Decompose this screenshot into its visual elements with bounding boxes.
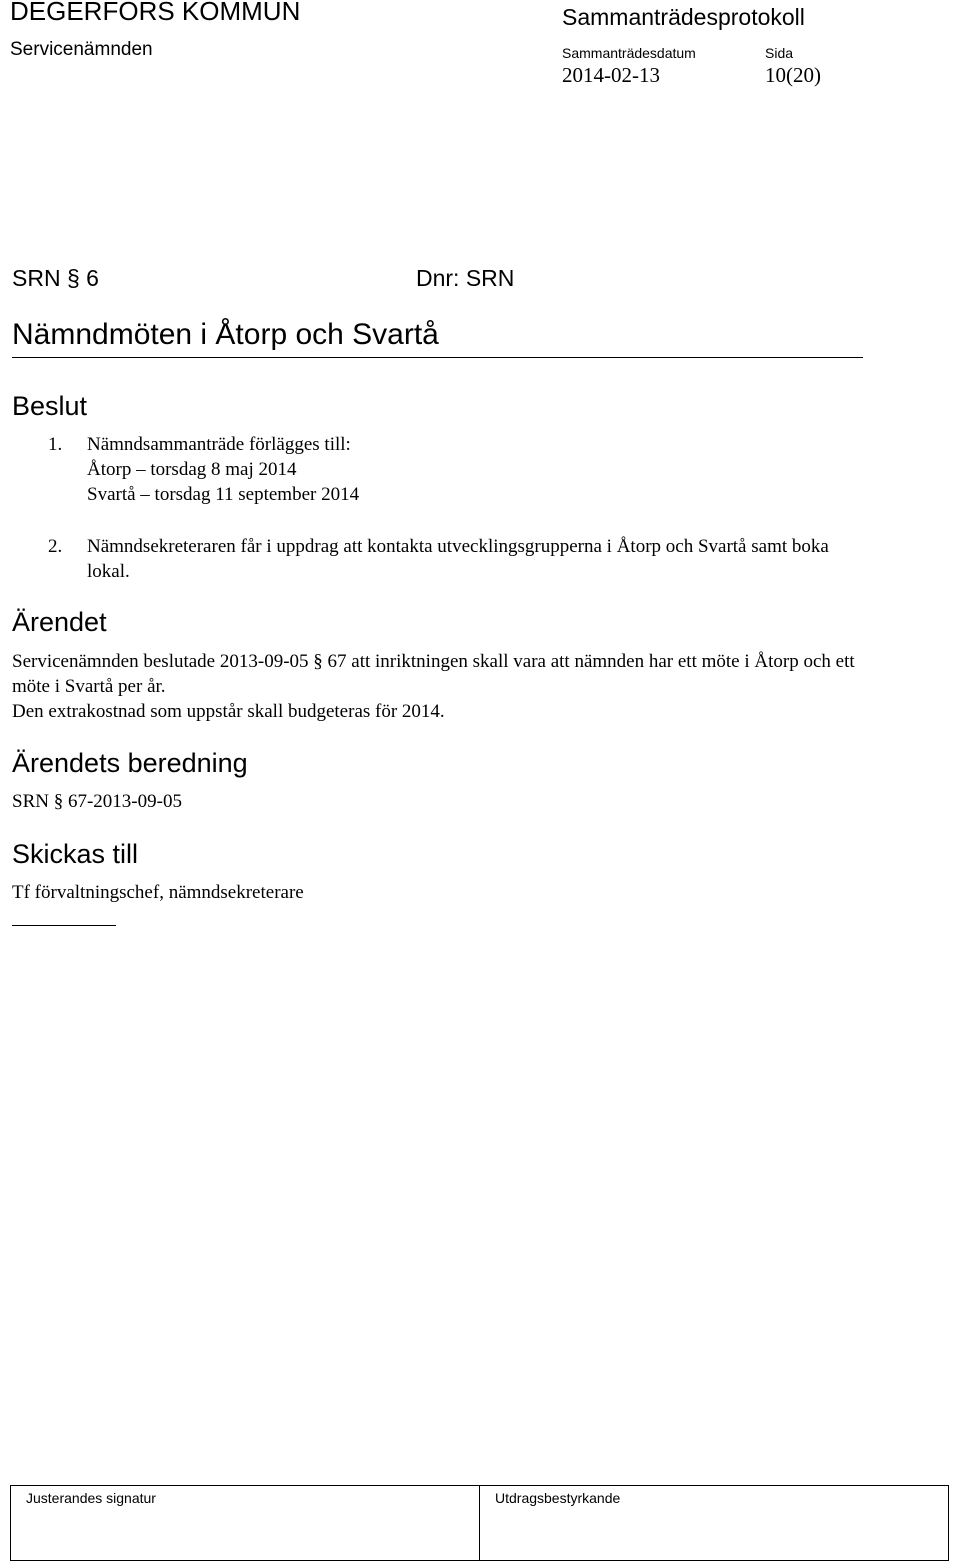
decision-2-number: 2. — [48, 536, 63, 557]
beredning-heading: Ärendets beredning — [12, 748, 248, 778]
beredning-text: SRN § 67-2013-09-05 — [12, 791, 182, 812]
organization-name: DEGERFORS KOMMUN — [10, 0, 301, 26]
decision-1-line: Nämndsammanträde förlägges till: — [87, 434, 351, 455]
arendet-paragraph: Den extrakostnad som uppstår skall budgeteras för 2014. — [12, 701, 445, 722]
certification-box — [479, 1485, 949, 1561]
decision-1-text — [87, 432, 359, 507]
beslut-heading: Beslut — [12, 391, 88, 421]
certification-label: Utdragsbestyrkande — [495, 1490, 621, 1506]
skickas-heading: Skickas till — [12, 839, 139, 869]
decision-1-number: 1. — [48, 434, 63, 455]
signature-box — [10, 1485, 480, 1561]
arendet-text — [12, 649, 872, 724]
date-label: Sammanträdesdatum — [562, 45, 696, 61]
meeting-date: 2014-02-13 — [562, 63, 660, 87]
page-label: Sida — [765, 45, 794, 61]
diary-number: Dnr: SRN — [416, 265, 515, 291]
title-divider — [12, 357, 863, 358]
board-name: Servicenämnden — [10, 39, 153, 60]
decision-1-line: Svartå – torsdag 11 september 2014 — [87, 484, 360, 505]
skickas-text: Tf förvaltningschef, nämndsekreterare — [12, 882, 304, 903]
item-title: Nämndmöten i Åtorp och Svartå — [12, 318, 439, 351]
arendet-paragraph: Servicenämnden beslutade 2013-09-05 § 67 att inriktningen skall vara att nämnden har ett möte i Åtorp och ett möte i Svartå per år. — [12, 651, 855, 697]
signature-label: Justerandes signatur — [26, 1490, 156, 1506]
document-type: Sammanträdesprotokoll — [562, 4, 805, 30]
paragraph-number: SRN § 6 — [12, 265, 99, 291]
page-number: 10(20) — [765, 63, 821, 87]
arendet-heading: Ärendet — [12, 607, 107, 637]
decision-2-text: Nämndsekreteraren får i uppdrag att kontakta utvecklingsgrupperna i Åtorp och Svartå samt boka lokal. — [87, 536, 829, 582]
end-rule — [12, 925, 116, 926]
decision-1-line: Åtorp – torsdag 8 maj 2014 — [87, 459, 297, 480]
